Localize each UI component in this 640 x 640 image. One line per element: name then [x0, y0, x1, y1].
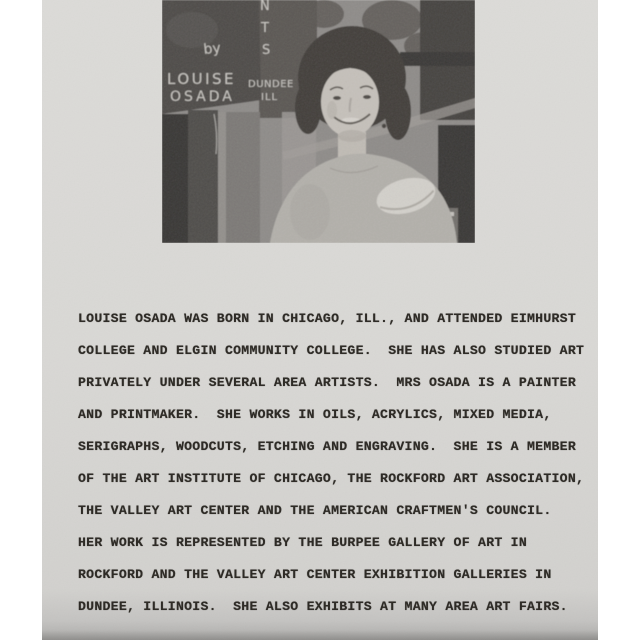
bio-line-8: HER WORK IS REPRESENTED BY THE BURPEE GALLERY OF ART IN — [78, 535, 528, 550]
bio-line-2: COLLEGE AND ELGIN COMMUNITY COLLEGE. SHE HAS ALSO STUDIED ART — [78, 343, 585, 358]
page-bottom-shadow — [42, 630, 598, 640]
bio-text-block — [78, 303, 590, 623]
vertical-sign-letter-t: T — [261, 21, 269, 36]
bio-line-5: SERIGRAPHS, WOODCUTS, ETCHING AND ENGRAVING. SHE IS A MEMBER — [78, 439, 576, 454]
bio-line-7: THE VALLEY ART CENTER AND THE AMERICAN CRAFTMEN'S COUNCIL. — [78, 503, 552, 518]
bio-line-3: PRIVATELY UNDER SEVERAL AREA ARTISTS. MRS OSADA IS A PAINTER — [78, 375, 576, 390]
sign-town-line1: DUNDEE — [248, 79, 294, 90]
bio-line-1: LOUISE OSADA WAS BORN IN CHICAGO, ILL., AND ATTENDED EIMHURST — [78, 311, 576, 326]
bio-line-4: AND PRINTMAKER. SHE WORKS IN OILS, ACRYLICS, MIXED MEDIA, — [78, 407, 552, 422]
vertical-sign-letter-n: N — [260, 0, 270, 14]
sign-town-line2: ILL — [261, 92, 279, 103]
bio-line-6: OF THE ART INSTITUTE OF CHICAGO, THE ROCKFORD ART ASSOCIATION, — [78, 471, 585, 486]
photo-grain — [162, 0, 475, 243]
paper-sheet — [42, 0, 598, 640]
sign-name-line1: LOUISE — [167, 70, 237, 88]
sign-name-line2: OSADA — [170, 89, 235, 105]
portrait-photo — [162, 0, 475, 243]
sign-by-text: by — [202, 40, 222, 58]
bio-line-10: DUNDEE, ILLINOIS. SHE ALSO EXHIBITS AT MANY AREA ART FAIRS. — [78, 599, 568, 614]
portrait-photo-art — [162, 0, 475, 243]
vertical-sign-letter-s: S — [262, 43, 271, 58]
bio-line-9: ROCKFORD AND THE VALLEY ART CENTER EXHIBITION GALLERIES IN — [78, 567, 552, 582]
